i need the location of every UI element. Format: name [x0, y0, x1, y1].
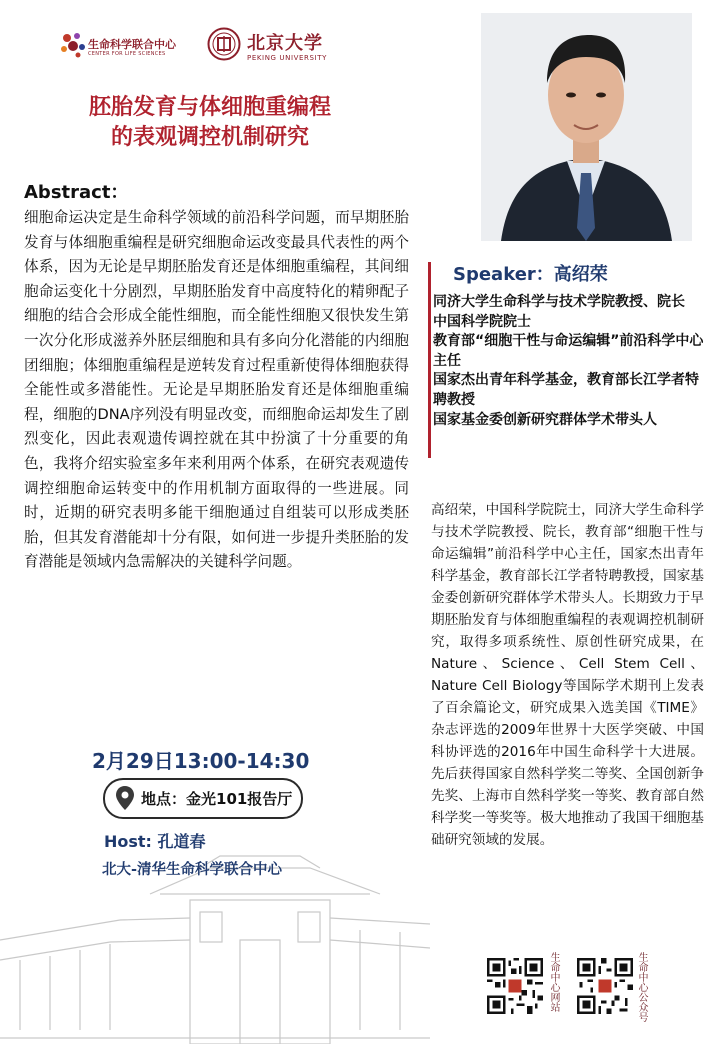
website-qr-caption: 生命中心网站: [548, 952, 559, 1012]
speaker-photo: [481, 13, 692, 241]
abstract-heading: Abstract：: [24, 182, 129, 203]
map-pin-icon: [115, 785, 135, 811]
pku-logo-en: PEKING UNIVERSITY: [247, 54, 327, 62]
speaker-title-item: 教育部“细胞干性与命运编辑”前沿科学中心主任: [433, 333, 704, 369]
event-time: 2月29日13:00-14:30: [92, 749, 310, 773]
abstract-body: 细胞命运决定是生命科学领域的前沿科学问题，而早期胚胎发育与体细胞重编程是研究细胞命运改变最具代表性的两个体系，因为无论是早期胚胎发育还是体细胞重编程，其间细胞命运变化十分剧烈，早期胚胎发育中高度特化的精卵配子细胞的结合会形成全能性细胞，而全能性细胞又很快发生第一次分化形成滋养外胚层细胞和具有多向分化潜能的内细胞团细胞；体细胞重编程是逆转发育过程重新使得体细胞获得全能性或多潜能性。无论是早期胚胎发育还是体细胞重编程，细胞的DNA序列没有明显改变，而细胞命运却发生了剧烈变化，因此表观遗传调控就在其中扮演了十分重要的角色，我将介绍实验室多年来利用两个体系，在研究表观遗传调控细胞命运转变中的作用机制方面取得的一些进展。同时，近期的研究表明多能干细胞通过自组装可以形成类胚胎，但其发育潜能却十分有限，如何进一步提升类胚胎的发育潜能是领域内急需解决的关键科学问题。: [24, 209, 409, 571]
cls-logo: [58, 25, 178, 71]
cls-logo-cn: 生命科学联合中心: [88, 38, 176, 51]
speaker-accent-bar: [428, 262, 431, 458]
location-badge: [103, 778, 303, 819]
wechat-qr-caption: 生命中心公众号: [636, 952, 647, 1022]
website-qr-code-icon: [487, 958, 543, 1014]
talk-title-line-2: 的表观调控机制研究: [110, 125, 309, 150]
cls-logo-mark-icon: [58, 29, 88, 59]
wechat-qr-code-icon: [577, 958, 633, 1014]
speaker-title-item: 国家杰出青年科学基金，教育部长江学者特聘教授: [433, 372, 699, 408]
campus-gate-illustration-icon: [0, 790, 430, 1044]
speaker-title-item: 国家基金委创新研究群体学术带头人: [433, 411, 657, 428]
host-name: Host: 孔道春: [104, 832, 206, 851]
pku-seal-icon: [207, 27, 241, 61]
talk-title: [30, 93, 390, 153]
speaker-title-item: 同济大学生命科学与技术学院教授、院长: [433, 294, 685, 310]
speaker-portrait-icon: [481, 13, 692, 241]
host-organization: 北大-清华生命科学联合中心: [102, 862, 283, 878]
cls-logo-en: CENTER FOR LIFE SCIENCES: [88, 51, 166, 57]
speaker-bio: 高绍荣，中国科学院院士，同济大学生命科学与技术学院教授、院长，教育部“细胞干性与命运编辑”前沿科学中心主任，国家杰出青年科学基金，教育部长江学者特聘教授，国家基金委创新研究群体学术带头人。长期致力于早期胚胎发育与体细胞重编程的表观调控机制研究，取得多项系统性、原创性研究成果，在Nature、Science、Cell Stem Cell、Nature Cell Biology等国际学术期刊上发表了百余篇论文，研究成果入选美国《TIME》杂志评选的2009年世界十大医学突破、中国科协评选的2016年中国生命科学十大进展。先后获得国家自然科学奖二等奖、全国创新争先奖、上海市自然科学奖一等奖、教育部自然科学奖一等奖等。极大地推动了我国干细胞基础研究领域的发展。: [431, 502, 704, 848]
speaker-titles: [433, 293, 705, 430]
pku-logo: [207, 25, 337, 71]
speaker-label: Speaker：高绍荣: [453, 264, 608, 285]
pku-logo-cn: 北京大学: [247, 33, 323, 54]
talk-title-line-1: 胚胎发育与体细胞重编程: [88, 95, 331, 120]
location-text: 地点：金光101报告厅: [141, 790, 293, 808]
speaker-title-item: 中国科学院院士: [433, 313, 531, 330]
